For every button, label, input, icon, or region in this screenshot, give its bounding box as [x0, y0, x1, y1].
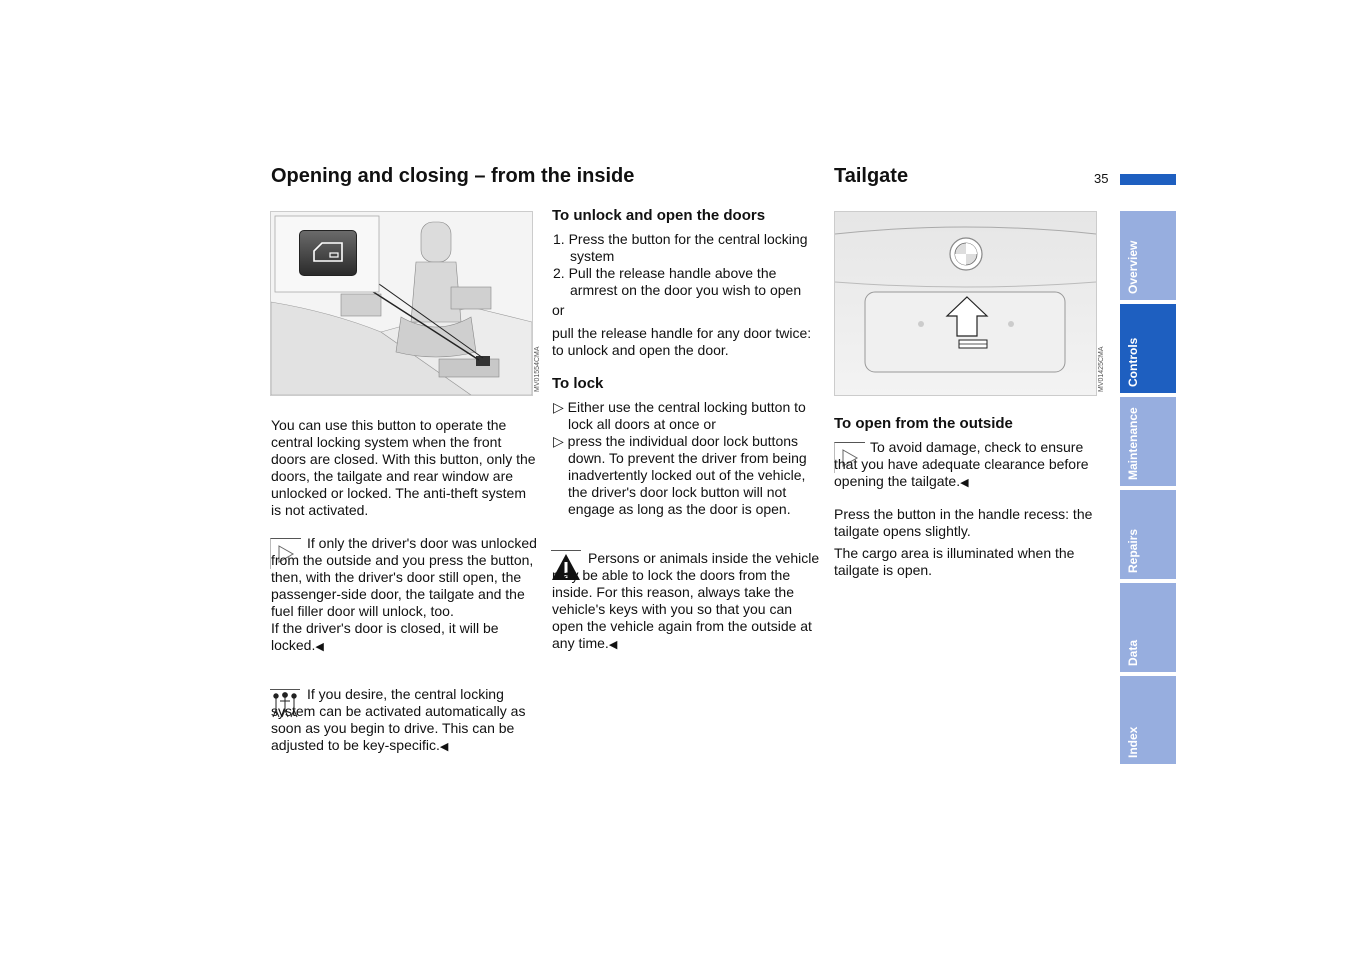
- intro-paragraph: You can use this button to operate the central locking system when the front doors are closed. With this button, only the doors, the tailgate and rear window are unlocked or locked. The anti-theft system is not activated.: [271, 417, 536, 518]
- note-auto-lock: [271, 686, 543, 756]
- tab-controls[interactable]: [1120, 304, 1176, 393]
- tab-label: Controls: [1126, 337, 1140, 387]
- tab-label: Index: [1126, 726, 1140, 758]
- tab-maintenance[interactable]: [1120, 397, 1176, 486]
- figure-id-tailgate: MV01425CMA: [1098, 346, 1105, 392]
- tab-label: Repairs: [1126, 528, 1140, 573]
- tab-repairs[interactable]: [1120, 490, 1176, 579]
- figure-id-console: MV01554CMA: [534, 346, 541, 392]
- cargo-light-text: The cargo area is illuminated when the tailgate is open.: [834, 545, 1075, 578]
- warning-text: Persons or animals inside the vehicle may be able to lock the doors from the inside. For this reason, always take the vehicle's keys with you so that you can open the vehicle again from the outside at any time.: [552, 550, 820, 651]
- page-number: 35: [1094, 171, 1109, 186]
- note-driver-door-text: If only the driver's door was unlocked from the outside and you press the button, then, with the driver's door still open, the passenger-side door, the tailgate and the fuel filler door will unlock, too.: [271, 535, 537, 619]
- section-title-tailgate: Tailgate: [834, 165, 909, 187]
- end-mark: ◀: [315, 641, 324, 653]
- tailgate-drawing: [835, 212, 1096, 395]
- step-1: 1. Press the button for the central locking system: [553, 231, 808, 264]
- page-marker-bar: [1120, 174, 1176, 185]
- note-driver-door-closed-text: If the driver's door is closed, it will be locked.: [271, 620, 499, 653]
- note-auto-lock-text: If you desire, the central locking system can be activated automatically as soon as you begin to drive. This can be adjusted to be key-specific.: [271, 686, 526, 753]
- pull-handle-text: pull the release handle for any door twice: to unlock and open the door.: [552, 325, 812, 358]
- open-outside-heading: To open from the outside: [834, 415, 1013, 432]
- lock-item-2: ▷ press the individual door lock buttons down. To prevent the driver from being inadvertently locked out of the vehicle, the driver's door lock button will not engage as long as the door is open.: [553, 433, 807, 517]
- lock-list: [553, 399, 823, 518]
- unlock-heading: To unlock and open the doors: [552, 207, 766, 224]
- console-illustration: [270, 211, 533, 396]
- press-button-text: Press the button in the handle recess: the tailgate opens slightly.: [834, 506, 1093, 539]
- unlock-steps: [553, 231, 825, 299]
- lock-item-1: ▷ Either use the central locking button to lock all doors at once or: [553, 399, 806, 432]
- clearance-note: [834, 439, 1106, 492]
- or-text: or: [552, 302, 565, 318]
- end-mark: ◀: [960, 477, 969, 489]
- tab-index[interactable]: [1120, 676, 1176, 764]
- tab-data[interactable]: [1120, 583, 1176, 672]
- step-2: 2. Pull the release handle above the armrest on the door you wish to open: [553, 265, 802, 298]
- section-title-inside: Opening and closing – from the inside: [271, 165, 635, 187]
- tab-label: Maintenance: [1126, 407, 1140, 480]
- end-mark: ◀: [608, 639, 618, 651]
- warning-text-block: [552, 550, 824, 654]
- note-driver-door: [271, 535, 541, 656]
- end-mark: ◀: [439, 741, 449, 753]
- lock-heading: To lock: [552, 375, 604, 392]
- tailgate-illustration: [834, 211, 1097, 396]
- clearance-note-text: To avoid damage, check to ensure that you have adequate clearance before opening the tailgate.: [834, 439, 1089, 489]
- tab-overview[interactable]: [1120, 211, 1176, 300]
- tab-label: Overview: [1126, 240, 1140, 294]
- tab-label: Data: [1126, 639, 1140, 666]
- lock-button-closeup: [299, 230, 357, 276]
- car-door-icon: [300, 231, 356, 275]
